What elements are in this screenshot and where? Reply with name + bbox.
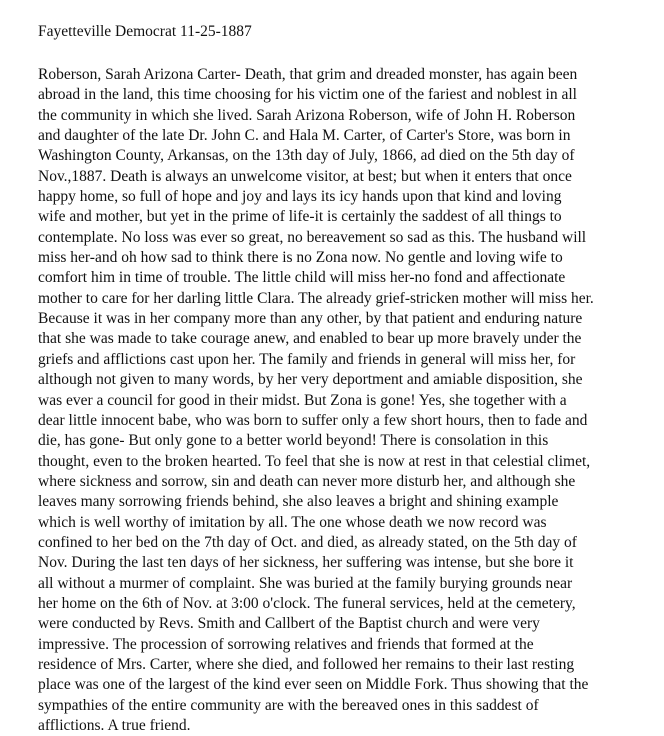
text-line: comfort him in time of trouble. The little child will miss her-no fond and affectionate <box>38 269 566 287</box>
text-line: place was one of the largest of the kind ever seen on Middle Fork. Thus showing that the <box>38 676 589 694</box>
text-line: confined to her bed on the 7th day of Oct. and died, as already stated, on the 5th day of <box>38 533 577 551</box>
text-line: Nov. During the last ten days of her sickness, her suffering was intense, but she bore it <box>38 554 574 572</box>
text-line: wife and mother, but yet in the prime of life-it is certainly the saddest of all things to <box>38 208 562 226</box>
text-line: that she was made to take courage anew, and enabled to bear up more bravely under the <box>38 330 582 348</box>
text-line: her home on the 6th of Nov. at 3:00 o'clock. The funeral services, held at the cemetery, <box>38 594 576 612</box>
text-line: although not given to many words, by her very deportment and amiable disposition, she <box>38 371 583 389</box>
newspaper-citation-heading: Fayetteville Democrat 11-25-1887 <box>38 23 252 40</box>
text-line: was ever a council for good in their midst. But Zona is gone! Yes, she together with a <box>38 391 567 409</box>
text-line: Roberson, Sarah Arizona Carter- Death, that grim and dreaded monster, has again been <box>38 66 578 83</box>
text-line: dear little innocent babe, who was born to suffer only a few short hours, then to fade and <box>38 411 588 429</box>
text-line: all without a murmer of complaint. She was buried at the family burying grounds near <box>38 574 573 592</box>
obituary-body <box>38 65 648 736</box>
text-line: mother to care for her darling little Clara. The already grief-stricken mother will miss her. <box>38 289 594 307</box>
text-line: Nov.,1887. Death is always an unwelcome visitor, at best; but when it enters that once <box>38 167 572 185</box>
text-line: sympathies of the entire community are with the bereaved ones in this saddest of <box>38 696 539 714</box>
text-line: impressive. The procession of sorrowing relatives and friends that formed at the <box>38 635 534 653</box>
text-line: Washington County, Arkansas, on the 13th day of July, 1866, ad died on the 5th day of <box>38 147 575 165</box>
text-line: thought, even to the broken hearted. To feel that she is now at rest in that celestial climet, <box>38 452 591 470</box>
text-line: afflictions. A true friend. <box>38 717 191 734</box>
text-line: leaves many sorrowing friends behind, she also leaves a bright and shining example <box>38 493 559 511</box>
text-line: where sickness and sorrow, sin and death can never more disturb her, and although she <box>38 472 576 490</box>
text-line: which is well worthy of imitation by all. The one whose death we now record was <box>38 513 547 531</box>
text-line: happy home, so full of hope and joy and lays its icy hands upon that kind and loving <box>38 188 562 206</box>
text-line: and daughter of the late Dr. John C. and Hala M. Carter, of Carter's Store, was born in <box>38 127 571 145</box>
text-line: die, has gone- But only gone to a better world beyond! There is consolation in this <box>38 432 549 450</box>
text-line: contemplate. No loss was ever so great, no bereavement so sad as this. The husband will <box>38 228 587 246</box>
text-line: Because it was in her company more than any other, by that patient and enduring nature <box>38 310 583 328</box>
text-line: griefs and afflictions cast upon her. The family and friends in general will miss her, for <box>38 350 576 368</box>
text-line: abroad in the land, this time choosing for his victim one of the fariest and noblest in all <box>38 86 577 104</box>
text-line: were conducted by Revs. Smith and Callbert of the Baptist church and were very <box>38 615 540 633</box>
text-line: miss her-and oh how sad to think there is no Zona now. No gentle and loving wife to <box>38 249 563 267</box>
text-line: residence of Mrs. Carter, where she died, and followed her remains to their last resting <box>38 655 575 673</box>
text-line: the community in which she lived. Sarah Arizona Roberson, wife of John H. Roberson <box>38 106 576 124</box>
